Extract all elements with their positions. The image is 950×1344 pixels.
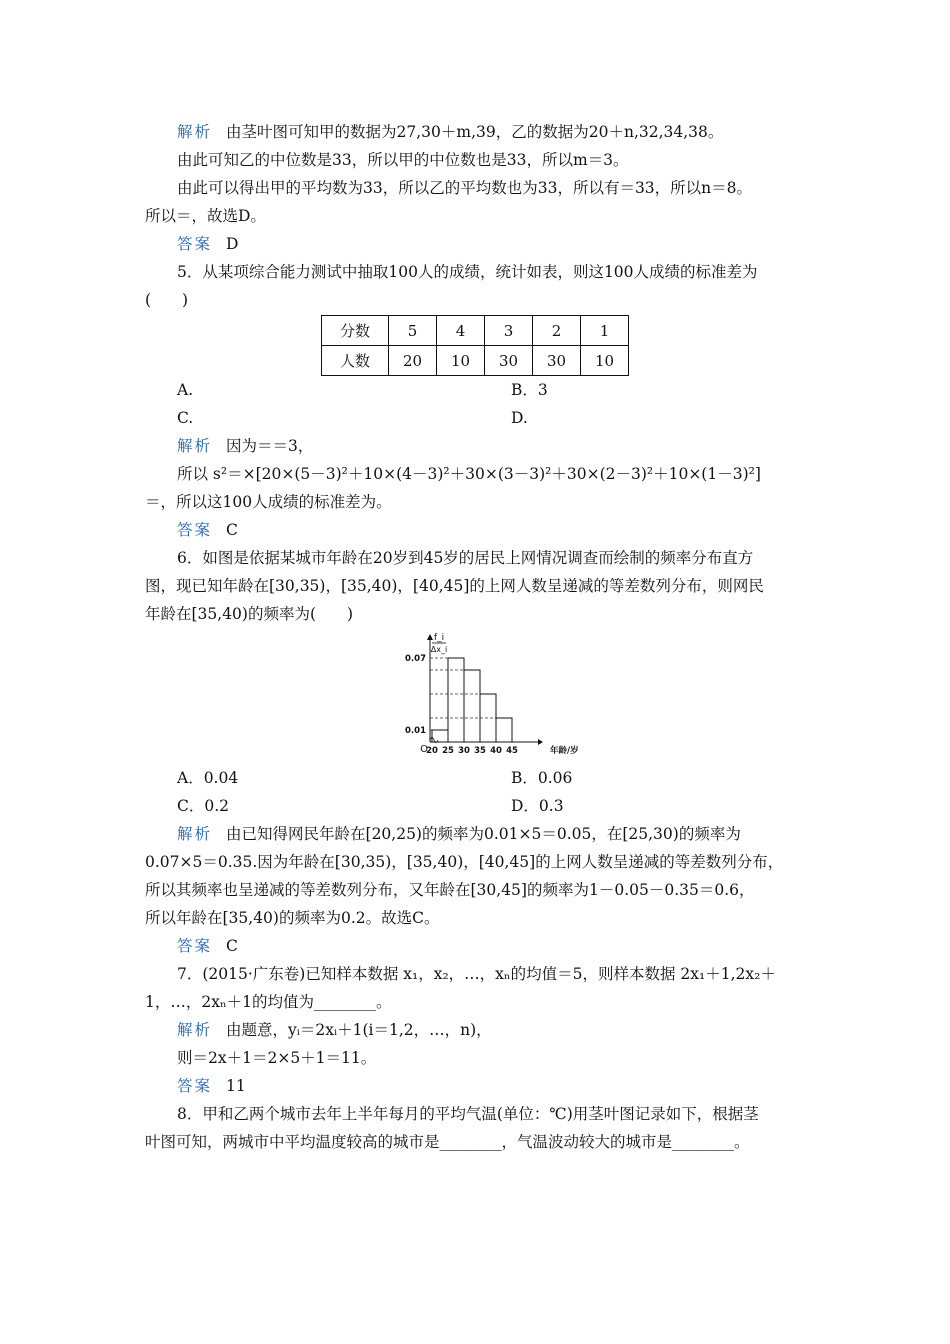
score-table [321,315,629,376]
answer-value: 11 [226,1077,246,1095]
table-cell: 30 [485,346,533,376]
x-tick-label: 25 [442,746,454,756]
solution-label: 解析 [177,437,213,455]
option-c: C．0.2 [177,797,230,815]
solution-7-line1 [177,1020,492,1040]
y-axis-label-top: f_i [433,633,445,643]
solution-4-line4: 所以＝，故选D。 [145,207,266,225]
option-c: C. [177,409,194,427]
option-d: D. [511,409,528,427]
histogram-bars [432,658,512,742]
y-tick-label: 0.01 [405,726,426,736]
table-cell: 10 [581,346,629,376]
x-tick-label: 40 [490,746,502,756]
table-cell: 10 [437,346,485,376]
question-8-line1: 8．甲和乙两个城市去年上半年每月的平均气温(单位：℃)用茎叶图记录如下，根据茎 [177,1105,759,1123]
answer-value: D [226,235,239,253]
table-cell: 20 [389,346,437,376]
solution-6-line4: 所以年龄在[35,40)的频率为0.2。故选C。 [145,909,440,927]
solution-text: 由已知得网民年龄在[20,25)的频率为0.01×5＝0.05，在[25,30)的频率为 [226,825,741,843]
y-axis-arrow [427,634,433,640]
solution-4-line1 [177,122,723,142]
y-axis-label-bottom: Δx_i [430,645,448,654]
answer-7 [177,1076,246,1096]
histogram-bar [496,718,512,742]
answer-label: 答案 [177,937,213,955]
solution-text: 由题意，yᵢ＝2xᵢ＋1(i＝1,2，…，n)， [226,1021,492,1039]
question-7-line1: 7．(2015·广东卷)已知样本数据 x₁，x₂，…，xₙ的均值＝5，则样本数据 2x₁＋1,2x₂＋ [177,965,776,983]
option-b: B．3 [511,381,548,399]
frequency-histogram [400,628,600,762]
histogram-bar [464,670,480,742]
answer-value: C [226,521,238,539]
question-6-line3: 年龄在[35,40)的频率为( ) [145,605,354,623]
table-cell: 3 [485,316,533,346]
origin-label: O [420,744,428,755]
question-5-line2: ( ) [145,291,189,309]
answer-label: 答案 [177,235,213,253]
solution-5-line1 [177,436,313,456]
y-tick-label: 0.07 [405,654,426,664]
answer-5 [177,520,238,540]
x-tick-label: 35 [474,746,486,756]
solution-label: 解析 [177,1021,213,1039]
table-cell: 分数 [322,316,389,346]
x-axis-arrow [538,739,543,745]
answer-6 [177,936,238,956]
table-cell: 30 [533,346,581,376]
table-cell: 人数 [322,346,389,376]
solution-text: 因为＝＝3， [226,437,314,455]
solution-4-line2: 由此可知乙的中位数是33，所以甲的中位数也是33，所以m＝3。 [177,151,629,169]
option-a: A. [177,381,194,399]
solution-5-line2: 所以 s²＝×[20×(5－3)²＋10×(4－3)²＋30×(3－3)²＋30×(2－3)²＋10×(1－3)²] [177,465,761,483]
question-8-line2: 叶图可知，两城市中平均温度较高的城市是________，气温波动较大的城市是________。 [145,1133,750,1151]
solution-6-line2: 0.07×5＝0.35.因为年龄在[30,35)，[35,40)，[40,45]的上网人数呈递减的等差数列分布， [145,853,784,871]
option-d: D．0.3 [511,797,564,815]
solution-label: 解析 [177,825,213,843]
solution-6-line1 [177,824,741,844]
solution-4-line3: 由此可以得出甲的平均数为33，所以乙的平均数也为33，所以有＝33，所以n＝8。 [177,179,753,197]
x-axis-label: 年龄/岁 [550,746,579,756]
solution-7-line2: 则＝2x＋1＝2×5＋1＝11。 [177,1049,377,1067]
solution-6-line3: 所以其频率也呈递减的等差数列分布，又年龄在[30,45]的频率为1－0.05－0.35＝0.6， [145,881,755,899]
x-tick-label: 30 [458,746,470,756]
answer-label: 答案 [177,1077,213,1095]
histogram-bar [448,658,464,742]
x-tick-label: 20 [426,746,438,756]
question-6-line1: 6．如图是依据某城市年龄在20岁到45岁的居民上网情况调查而绘制的频率分布直方 [177,549,754,567]
answer-label: 答案 [177,521,213,539]
table-row [322,346,629,376]
table-cell: 1 [581,316,629,346]
solution-text: 由茎叶图可知甲的数据为27,30＋m,39，乙的数据为20＋n,32,34,38。 [226,123,724,141]
solution-5-line3: ＝，所以这100人成绩的标准差为。 [145,493,392,511]
question-7-line2: 1，…，2xₙ＋1的均值为________。 [145,993,392,1011]
question-6-line2: 图，现已知年龄在[30,35)，[35,40)，[40,45]的上网人数呈递减的等差数列分布，则网民 [145,577,764,595]
x-tick-label: 45 [506,746,518,756]
answer-value: C [226,937,238,955]
table-cell: 5 [389,316,437,346]
answer-4 [177,234,238,254]
option-a: A．0.04 [177,769,239,787]
option-b: B．0.06 [511,769,573,787]
table-row [322,316,629,346]
table-cell: 2 [533,316,581,346]
solution-label: 解析 [177,123,213,141]
table-cell: 4 [437,316,485,346]
question-5-line1: 5．从某项综合能力测试中抽取100人的成绩，统计如表，则这100人成绩的标准差为 [177,263,758,281]
